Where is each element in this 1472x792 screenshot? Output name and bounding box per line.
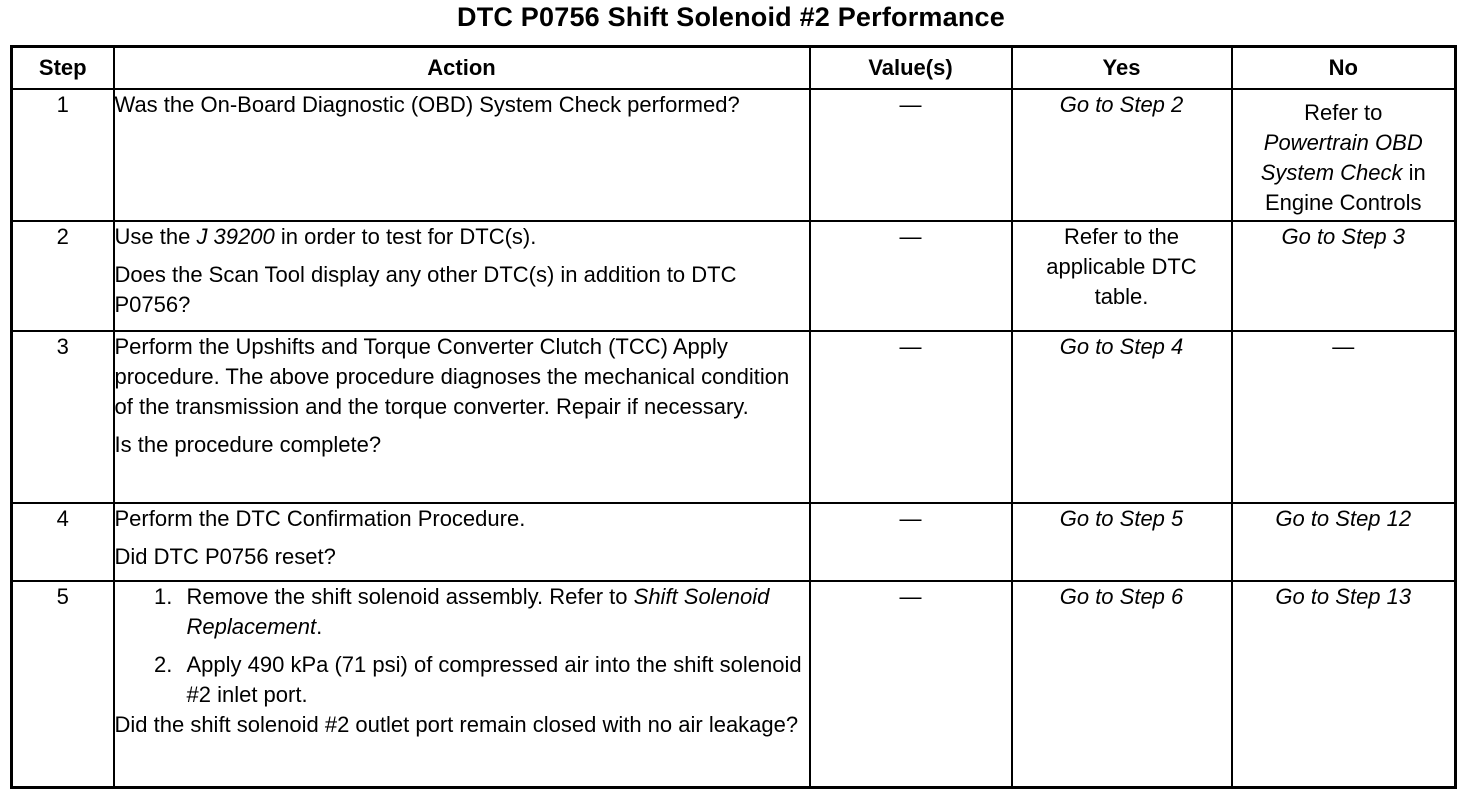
header-step: Step [12,47,114,90]
header-no: No [1232,47,1456,90]
value-cell: — [810,331,1012,503]
action-cell [114,581,810,787]
table-row [12,89,1456,221]
table-row [12,581,1456,787]
value-cell: — [810,503,1012,581]
no-goto: Go to Step 12 [1275,506,1412,531]
action-question: Did DTC P0756 reset? [114,544,336,569]
diagnostic-table [10,45,1457,789]
action-text-pre: Use the [114,224,197,249]
action-cell [114,221,810,331]
yes-cell [1012,331,1232,503]
no-cell [1232,581,1456,787]
no-goto: Go to Step 13 [1275,584,1412,609]
list-item-text: Remove the shift solenoid assembly. Refer to [186,584,634,609]
header-action: Action [114,47,810,90]
yes-goto: Go to Step 4 [1059,334,1184,359]
action-text: Perform the Upshifts and Torque Converter Clutch (TCC) Apply procedure. The above procedure diagnoses the mechanical condition of the transmission and the torque converter. Repair if necessary. [114,334,790,419]
no-cell: — [1232,331,1456,503]
value-cell: — [810,581,1012,787]
tool-reference: J 39200 [196,224,275,249]
step-number: 4 [12,503,114,581]
yes-cell [1012,89,1232,221]
action-text-post: in order to test for DTC(s). [274,224,537,249]
yes-goto: Go to Step 6 [1059,584,1184,609]
yes-goto: Go to Step 5 [1059,506,1184,531]
action-cell [114,331,810,503]
yes-cell [1012,503,1232,581]
list-item [179,582,809,642]
step-number: 5 [12,581,114,787]
list-item: 2. Apply 490 kPa (71 psi) of compressed air into the shift solenoid #2 inlet port. [179,650,809,710]
header-yes: Yes [1012,47,1232,90]
procedure-list [115,582,809,710]
page-title: DTC P0756 Shift Solenoid #2 Performance [457,2,1005,32]
table-header-row [12,47,1456,90]
step-number: 3 [12,331,114,503]
no-cell [1232,221,1456,331]
yes-goto: Go to Step 2 [1059,92,1184,117]
procedure-reference: Shift Solenoid Replacement [186,584,770,639]
no-text-pre: Refer to [1304,100,1383,125]
list-item-text-post: . [316,614,323,639]
action-cell [114,89,810,221]
header-values: Value(s) [810,47,1012,90]
yes-cell [1012,581,1232,787]
step-number: 1 [12,89,114,221]
no-text-post: in Engine Controls [1264,160,1426,215]
table-row [12,331,1456,503]
no-goto: Go to Step 3 [1281,224,1406,249]
action-text [115,222,809,252]
step-number: 2 [12,221,114,331]
action-question: Is the procedure complete? [114,432,382,457]
table-row [12,221,1456,331]
no-cell [1232,89,1456,221]
action-question: Did the shift solenoid #2 outlet port remain closed with no air leakage? [114,712,799,737]
action-text: Perform the DTC Confirmation Procedure. [114,506,526,531]
action-cell [114,503,810,581]
no-cell [1232,503,1456,581]
yes-cell: Refer to the applicable DTC table. [1012,221,1232,331]
value-cell: — [810,221,1012,331]
action-question: Does the Scan Tool display any other DTC(s) in addition to DTC P0756? [114,262,737,317]
no-reference: Powertrain OBD System Check [1260,130,1423,185]
action-text: Was the On-Board Diagnostic (OBD) System Check performed? [114,92,740,117]
value-cell: — [810,89,1012,221]
table-row [12,503,1456,581]
